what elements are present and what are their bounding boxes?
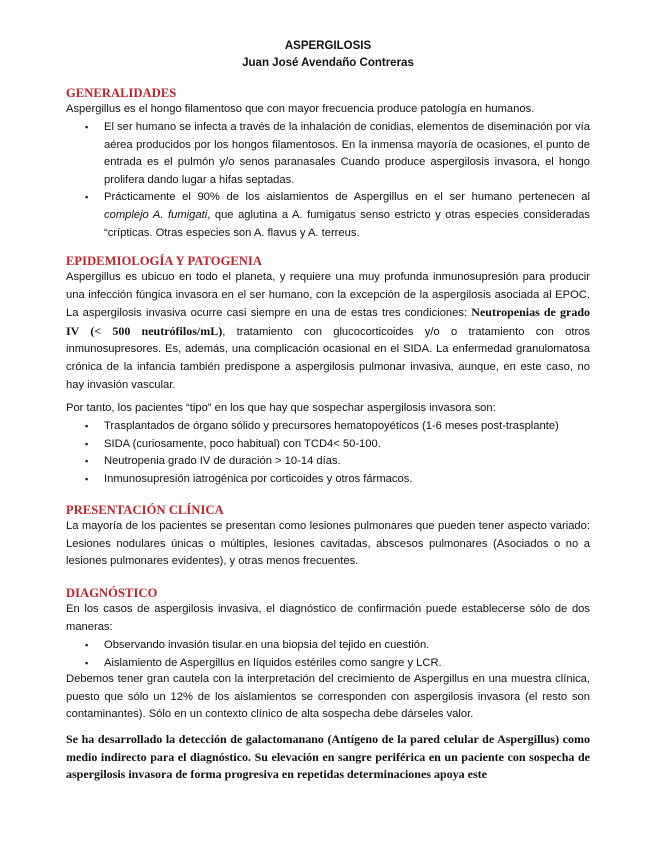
paragraph-bold: Neutropenias de grado IV (< 500 neutrófilos/mL) [66, 305, 591, 338]
bullet-icon: ▪ [85, 456, 89, 467]
list-item-text: SIDA (curiosamente, poco habitual) con TCD4< 50-100. [104, 437, 381, 450]
heading-diagnostico: DIAGNÓSTICO [66, 586, 158, 600]
list-item-italic: complejo A. fumigati [104, 208, 208, 221]
list-item [66, 119, 590, 189]
generalidades-intro: Aspergillus es el hongo filamentoso que con mayor frecuencia produce patología en humanos. [66, 103, 535, 115]
bullet-icon: ▪ [85, 122, 89, 132]
diagnostico-list [66, 637, 590, 672]
heading-presentacion: PRESENTACIÓN CLÍNICA [66, 503, 224, 517]
diagnostico-paragraph: En los casos de aspergilosis invasiva, el diagnóstico de confirmación puede establecerse sólo de dos maneras: [66, 603, 590, 633]
epidemiologia-list [66, 418, 590, 488]
document-title: ASPERGILOSIS [284, 40, 372, 52]
bullet-icon: ▪ [85, 657, 89, 668]
bullet-icon: ▪ [85, 421, 89, 431]
heading-epidemiologia: EPIDEMIOLOGÍA Y PATOGENIA [66, 254, 263, 268]
list-item [66, 453, 590, 471]
document-author: Juan José Avendaño Contreras [242, 57, 414, 69]
paragraph-text-start: Aspergillus es ubicuo en todo el planeta, y requiere una muy profunda inmunosupresión para producir una infección fúngica invasora en el ser humano, con la excepción de la aspergilosis asociada al EPOC. La aspergilosis invasiva ocurre casi siempre en una de estas tres condiciones: [66, 271, 590, 320]
generalidades-list [66, 119, 590, 242]
list-item [66, 637, 590, 655]
epidemiologia-paragraph [66, 269, 590, 394]
list-item-text: Inmunosupresión iatrogénica por corticoides y otros fármacos. [104, 472, 413, 485]
diagnostico-paragraph-3: Se ha desarrollado la detección de galactomanano (Antígeno de la pared celular de Aspergillus) como medio indirecto para el diagnóstico. Su elevación en sangre periférica en un paciente con sospecha de aspergilosis invasora de forma progresiva en repetidas determinaciones apoya este [66, 732, 590, 782]
list-item-text: Neutropenia grado IV de duración > 10-14 días. [104, 455, 341, 468]
list-item [66, 471, 590, 489]
list-item-text: El ser humano se infecta a través de la inhalación de conidias, elementos de diseminación por vía aérea producidos por los hongos filamentosos. En la inmensa mayoría de ocasiones, el punto de entrada es el pulmón y/o senos paranasales Cuando produce aspergilosis invasora, el hongo prolifera dando lugar a hifas septadas. [104, 121, 590, 186]
bullet-icon: ▪ [85, 640, 89, 650]
list-item-text: Observando invasión tisular en una biopsia del tejido en cuestión. [104, 639, 430, 651]
bullet-icon: ▪ [85, 192, 89, 203]
bullet-icon: ▪ [85, 438, 89, 449]
diagnostico-paragraph-2: Debemos tener gran cautela con la interpretación del crecimiento de Aspergillus en una muestra clínica, puesto que sólo un 12% de los aislamientos se corresponden con aspergilosis invasora (el resto son contaminantes). Sólo en un contexto clínico de alta sospecha debe dárseles valor. [66, 673, 590, 721]
list-item [66, 436, 590, 454]
epidemiologia-paragraph-2: Por tanto, los pacientes “tipo” en los que hay que sospechar aspergilosis invasora son: [66, 402, 496, 414]
heading-generalidades: GENERALIDADES [66, 86, 177, 100]
paragraph-text-end: , tratamiento con glucocorticoides y/o o tratamiento con otros inmunosupresores. Es, además, una complicación ocasional en el SIDA. La enfermedad granulomatosa crónica de la infancia también predispone a aspergilosis pulmonar invasiva, aunque, en este caso, no hay invasión vascular. [66, 325, 590, 391]
list-item [66, 418, 590, 436]
presentacion-paragraph: La mayoría de los pacientes se presentan como lesiones pulmonares que pueden tener aspecto variado: Lesiones nodulares únicas o múltiples, lesiones cavitadas, abscesos pulmonares (Asociados o no a lesiones pulmonares evidentes), y otras menos frecuentes. [66, 520, 590, 568]
list-item-text: Aislamiento de Aspergillus en líquidos estériles como sangre y LCR. [104, 656, 442, 669]
list-item-text: Trasplantados de órgano sólido y precursores hematopoyéticos (1-6 meses post-trasplante) [104, 420, 559, 432]
list-item [66, 655, 590, 673]
list-item-text-end: , que aglutina a A. fumigatus senso estricto y otras especies consideradas “crípticas. Otras especies son A. flavus y A. terreus. [104, 208, 590, 239]
bullet-icon: ▪ [85, 473, 89, 484]
list-item [66, 189, 590, 242]
list-item-text-start: Prácticamente el 90% de los aislamientos de Aspergillus en el ser humano pertenecen al [104, 191, 590, 204]
